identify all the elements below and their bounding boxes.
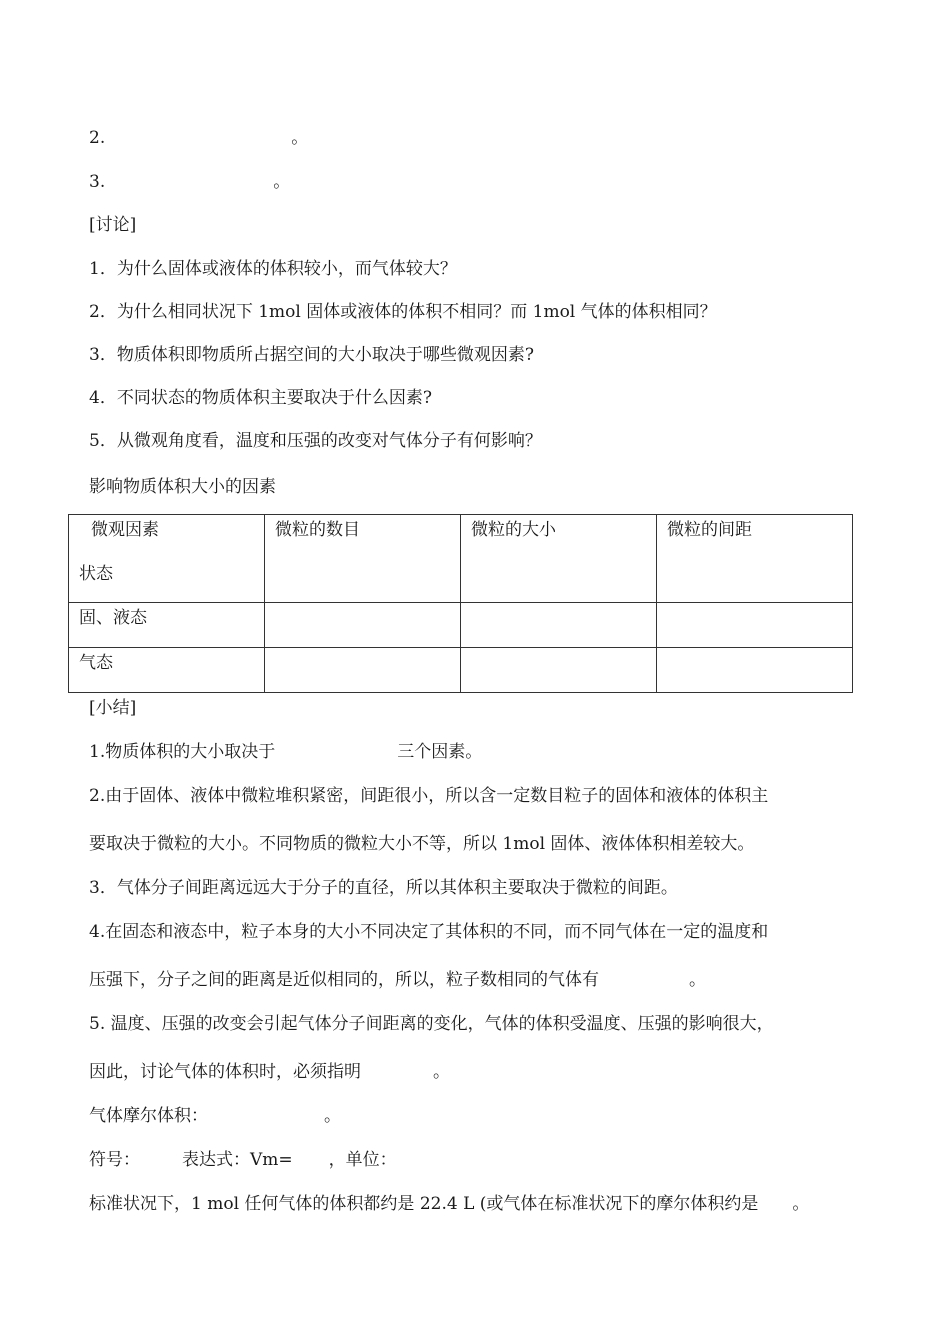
unit-label: ，单位： [328, 1150, 397, 1170]
item-end: 。 [291, 128, 309, 148]
item-number: 2. [89, 128, 106, 148]
summary-4-line-1: 4.在固态和液态中，粒子本身的大小不同决定了其体积的不同，而不同气体在一定的温度和 [89, 922, 769, 942]
table-caption: 影响物质体积大小的因素 [89, 477, 276, 497]
row-label: 气态 [69, 648, 265, 693]
summary-1-start: 1.物质体积的大小取决于 [89, 742, 276, 762]
molar-volume-end: 。 [324, 1106, 341, 1126]
summary-2-line-1: 2.由于固体、液体中微粒堆积紧密，间距很小，所以含一定数目粒子的固体和液体的体积主 [89, 786, 769, 806]
summary-2-line-2: 要取决于微粒的大小。不同物质的微粒大小不等，所以 1mol 固体、液体体积相差较大。 [89, 834, 755, 854]
item-end: 。 [273, 172, 291, 192]
expression-label: 表达式：Vm= [182, 1150, 293, 1170]
header-size: 微粒的大小 [461, 515, 657, 603]
stp-text: 标准状况下，1 mol 任何气体的体积都约是 22.4 L (或气体在标准状况下的摩尔体积约是 [89, 1194, 759, 1214]
summary-1-end: 三个因素。 [397, 742, 483, 762]
question-2: 2．为什么相同状况下 1mol 固体或液体的体积不相同？而 1mol 气体的体积相同？ [89, 302, 717, 322]
stp-statement [89, 1193, 809, 1215]
question-3: 3．物质体积即物质所占据空间的大小取决于哪些微观因素? [89, 345, 534, 365]
summary-5-end: 。 [433, 1062, 450, 1082]
summary-3: 3．气体分子间距离远远大于分子的直径，所以其体积主要取决于微粒的间距。 [89, 878, 678, 898]
corner-cell [69, 515, 265, 603]
row-label: 固、液态 [69, 603, 265, 648]
table-cell [265, 603, 461, 648]
table-cell [461, 648, 657, 693]
molar-volume-symbol-line [89, 1149, 397, 1171]
table-row [69, 603, 853, 648]
question-5: 5．从微观角度看，温度和压强的改变对气体分子有何影响？ [89, 431, 542, 451]
molar-volume-label: 气体摩尔体积： [89, 1106, 208, 1126]
item-3 [89, 171, 290, 193]
table-header-row [69, 515, 853, 603]
header-count: 微粒的数目 [265, 515, 461, 603]
summary-5-line-2 [89, 1061, 450, 1083]
summary-heading: [小结] [89, 698, 137, 718]
corner-top-label: 微观因素 [91, 520, 159, 540]
summary-4-line-2 [89, 969, 706, 991]
item-2 [89, 127, 308, 149]
summary-4-start: 压强下，分子之间的距离是近似相同的，所以，粒子数相同的气体有 [89, 970, 599, 990]
item-number: 3. [89, 172, 106, 192]
table-cell [265, 648, 461, 693]
question-1: 1．为什么固体或液体的体积较小，而气体较大？ [89, 259, 457, 279]
summary-4-end: 。 [689, 970, 706, 990]
symbol-label: 符号： [89, 1150, 140, 1170]
table-cell [657, 603, 853, 648]
factors-table [68, 514, 853, 693]
header-distance: 微粒的间距 [657, 515, 853, 603]
stp-end: 。 [792, 1194, 810, 1214]
corner-bottom-label: 状态 [79, 564, 113, 584]
discussion-heading: [讨论] [89, 215, 137, 235]
table-row [69, 648, 853, 693]
summary-1 [89, 741, 482, 763]
question-4: 4．不同状态的物质体积主要取决于什么因素? [89, 388, 432, 408]
summary-5-line-1: 5. 温度、压强的改变会引起气体分子间距离的变化，气体的体积受温度、压强的影响很大， [89, 1014, 774, 1034]
summary-5-start: 因此，讨论气体的体积时，必须指明 [89, 1062, 361, 1082]
molar-volume-definition [89, 1105, 341, 1127]
table-cell [461, 603, 657, 648]
table-cell [657, 648, 853, 693]
